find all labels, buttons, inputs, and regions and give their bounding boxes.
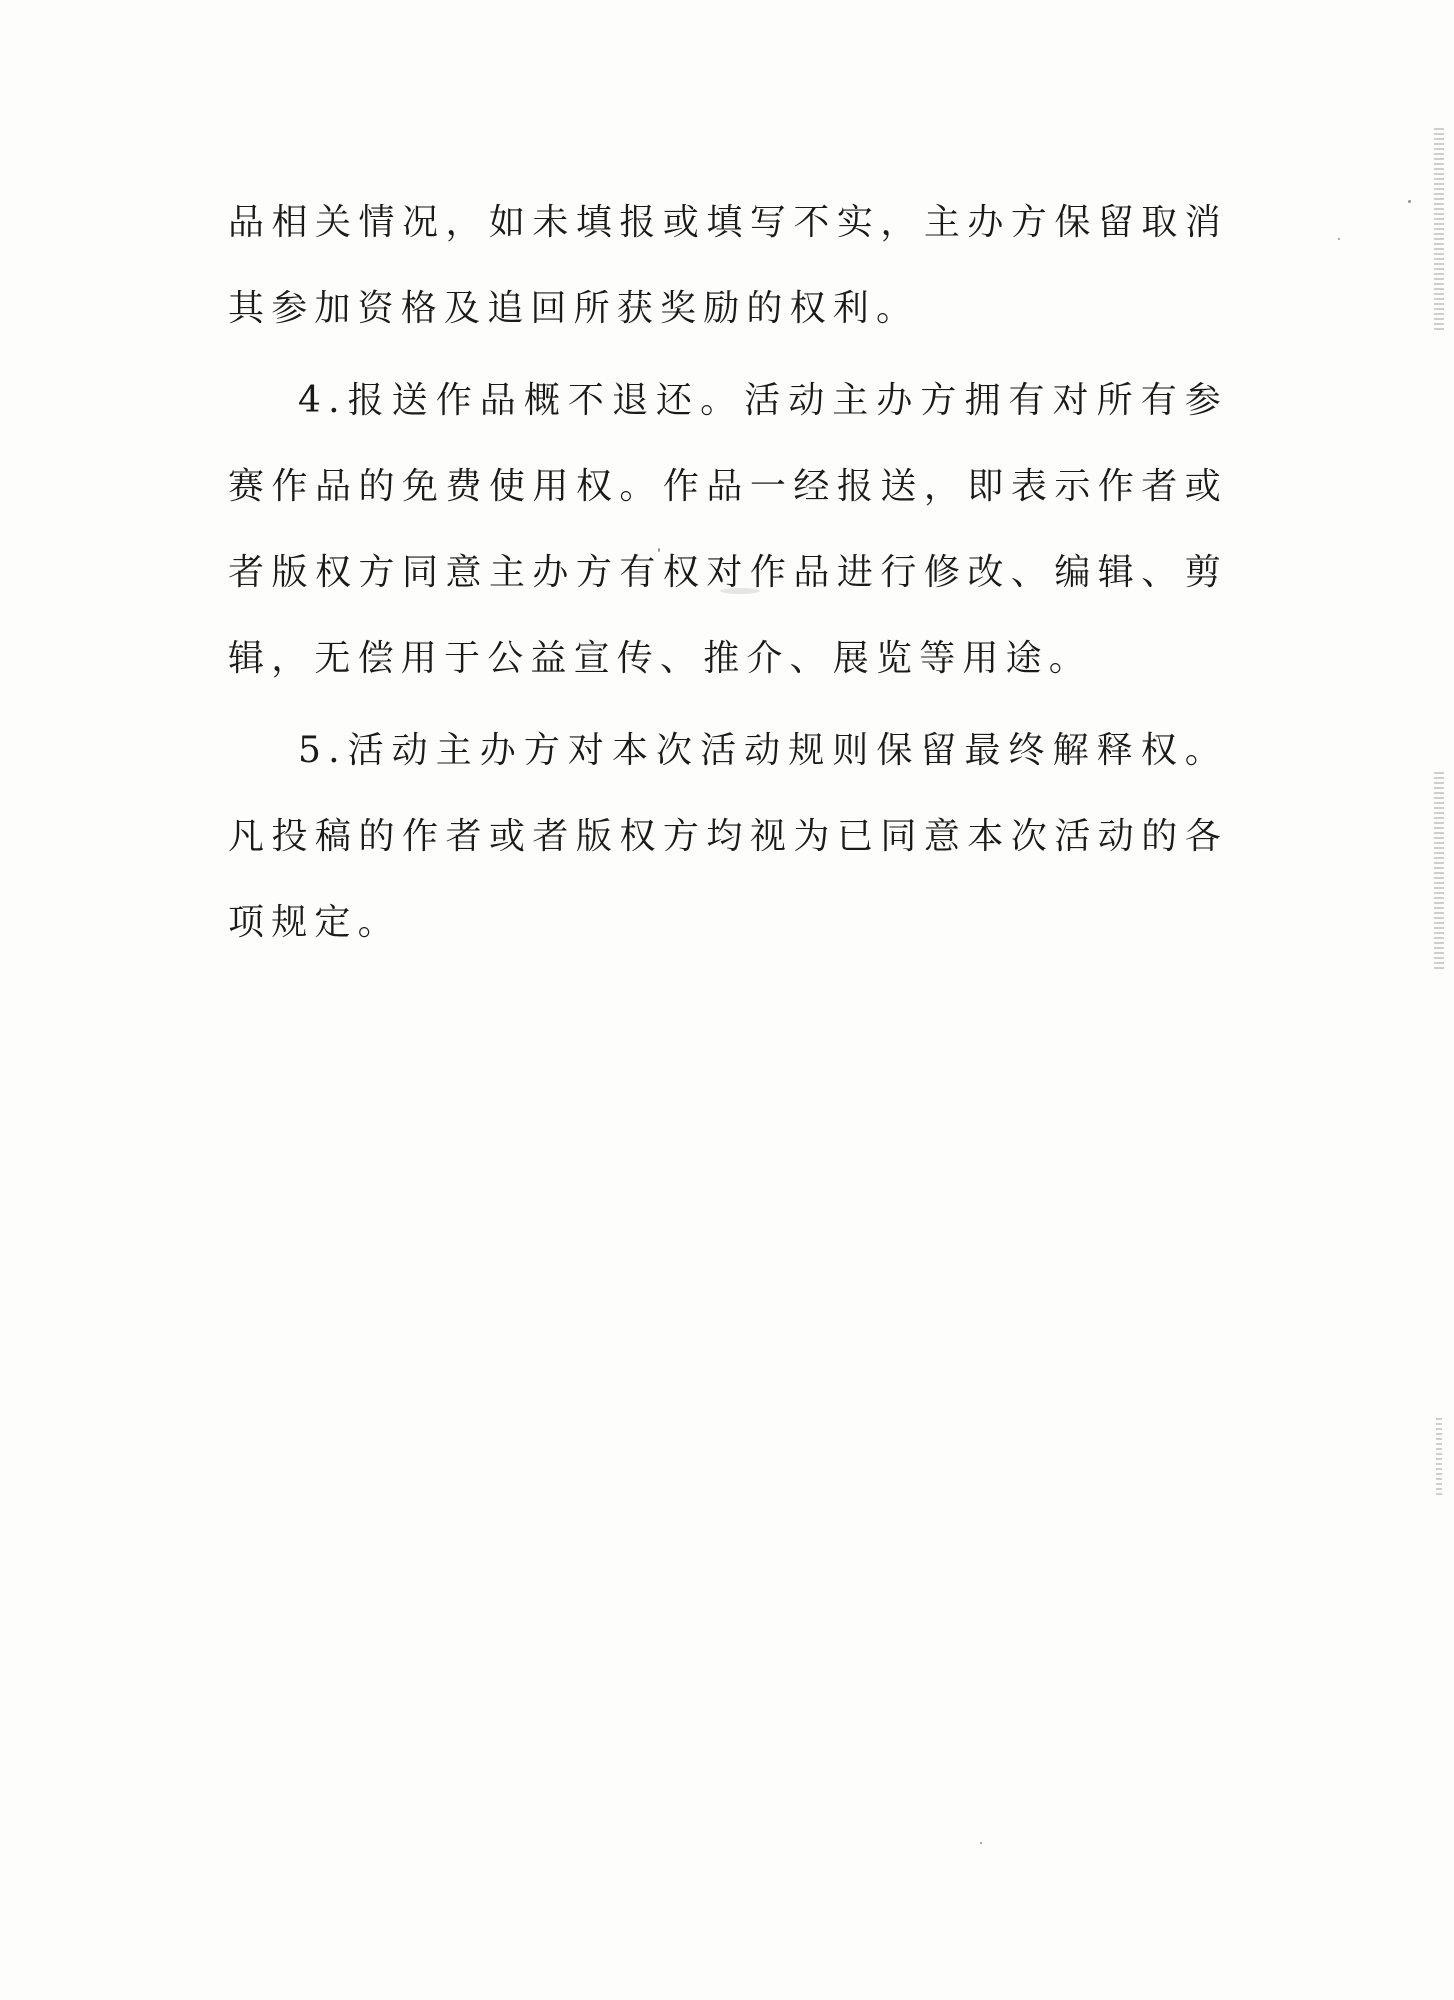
scan-speck [1338,238,1340,240]
paragraph-item-4: 4.报送作品概不退还。活动主办方拥有对所有参赛作品的免费使用权。作品一经报送，即表示作者或者版权方同意主办方有权对作品进行修改、编辑、剪辑，无偿用于公益宣传、推介、展览等用途。 [228,380,1228,679]
scan-artifact [1434,772,1444,972]
scan-speck [658,548,660,552]
paragraph-continuation: 品相关情况，如未填报或填写不实，主办方保留取消其参加资格及追回所获奖励的权利。 [228,202,1228,329]
scan-speck [1408,200,1411,203]
scan-speck [980,1842,982,1844]
body-text [228,180,1228,972]
scan-artifact [1436,1418,1442,1498]
paragraph-item-5: 5.活动主办方对本次活动规则保留最终解释权。凡投稿的作者或者版权方均视为已同意本次活动的各项规定。 [228,730,1228,943]
scan-artifact [1434,128,1444,333]
scan-smudge [720,588,760,594]
